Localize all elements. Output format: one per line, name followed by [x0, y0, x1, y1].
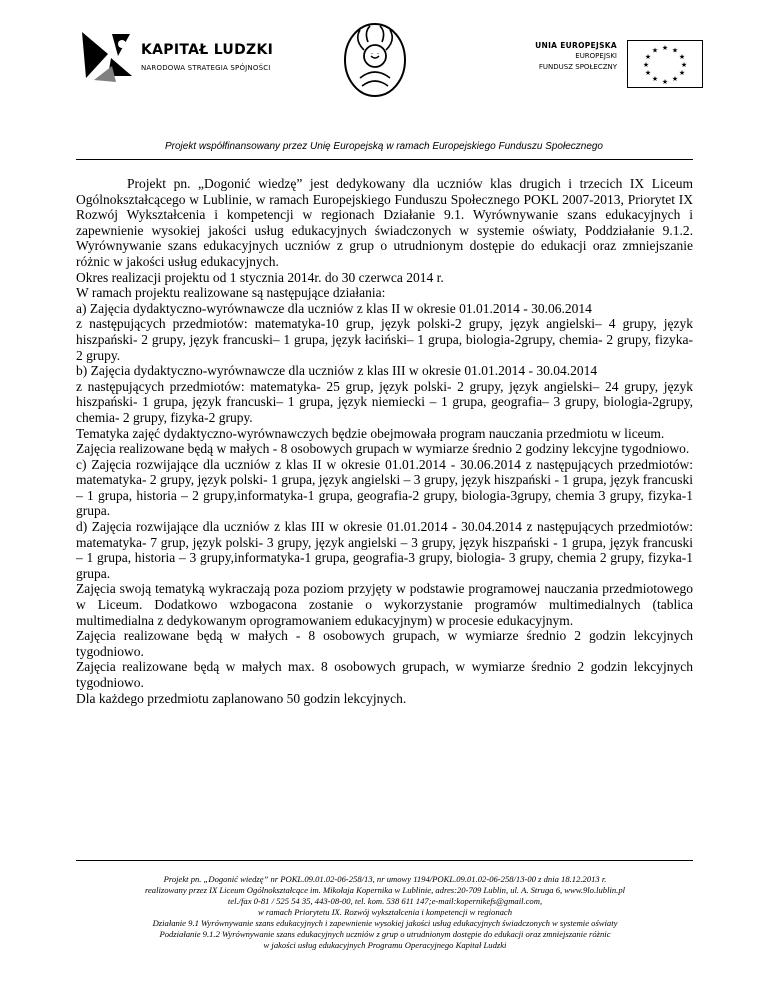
kapital-ludzki-logo [78, 24, 274, 88]
kapital-ludzki-title: KAPITAŁ LUDZKI [141, 42, 274, 58]
svg-text:★: ★ [678, 69, 686, 77]
footer-line: Projekt pn. „Dogonić wiedzę” nr POKL.09.01.02-06-258/13, nr umowy 1194/POKL.09.01.02-06-258/13-00 z dnia 18.12.2013 r. [163, 874, 607, 884]
eu-flag-icon [627, 40, 703, 88]
paragraph-c: c) Zajęcia rozwijające dla uczniów z klas II w okresie 01.01.2014 - 30.06.2014 z następujących przedmiotów: matematyka- 2 grupy, język polski- 1 grupa, język angielski – 3 grupy, język hiszpański - 1 grupa, język francuski – 1 grupa, historia – 2 grupy,informatyka-1 grupa, geografia-2 grupy, biologia-3grupy, chemia 3 grupy, fizyka-1 grupa. [76, 456, 693, 519]
svg-text:★: ★ [661, 44, 669, 52]
svg-text:★: ★ [680, 61, 688, 69]
svg-text:★: ★ [651, 46, 659, 55]
svg-text:★: ★ [644, 69, 652, 77]
eu-logo-line1: UNIA EUROPEJSKA [535, 41, 617, 50]
footer-line: realizowany przez IX Liceum Ogólnokształcące im. Mikołaja Kopernika w Lublinie, adres:20-709 Lublin, ul. A. Struga 6, www.9lo.lublin.pl [144, 885, 626, 895]
svg-text:★: ★ [671, 46, 679, 55]
eu-logo-text [535, 40, 617, 73]
footer-line: tel./fax 0-81 / 525 54 35, 443-08-00, tel. kom. 538 611 147;e-mail:kopernikefs@gmail.com, [227, 896, 543, 906]
kapital-ludzki-subtitle: NARODOWA STRATEGIA SPÓJNOŚCI [141, 64, 271, 72]
svg-text:★: ★ [661, 78, 669, 86]
eu-logo [523, 40, 703, 90]
document-body [76, 176, 693, 706]
paragraph-hours: Dla każdego przedmiotu zaplanowano 50 godzin lekcyjnych. [76, 690, 407, 706]
footer-line: Podziałanie 9.1.2 Wyrównywanie szans edukacyjnych uczniów z grup o utrudnionym dostępie do edukacji oraz zmniejszanie różnic [159, 929, 611, 939]
paragraph-a-heading: a) Zajęcia dydaktyczno-wyrównawcze dla uczniów z klas II w okresie 01.01.2014 - 30.06.2014 [76, 300, 592, 316]
footer [60, 874, 710, 951]
eu-logo-line2: EUROPEJSKI [575, 52, 617, 60]
paragraph-b-subjects: z następujących przedmiotów: matematyka- 25 grup, język polski- 2 grupy, język angielski– 24 grupy, język hiszpański- 1 grupa, język francuski– 1 grupa, język niemiecki – 1 grupa, geografia– 3 grupy, biologia-2grupy, chemia- 2 grupy, fizyka-2 grupy. [76, 378, 693, 425]
paragraph-period: Okres realizacji projektu od 1 stycznia 2014r. do 30 czerwca 2014 r. [76, 269, 444, 285]
paragraph-group-size-3: Zajęcia realizowane będą w małych max. 8 osobowych grupach, w wymiarze średnio 2 godzin lekcyjnych tygodniowo. [76, 659, 693, 690]
footer-line: w jakości usług edukacyjnych Programu Operacyjnego Kapitał Ludzki [263, 940, 507, 950]
kapital-ludzki-emblem-icon [78, 26, 136, 84]
paragraph-a-subjects: z następujących przedmiotów: matematyka-10 grup, język polski-2 grupy, język angielski– 4 grupy, język hiszpański- 2 grupy, język francuski– 1 grupa, język łaciński– 1 grupa, biologia-2grupy, chemia- 2 grupy, fizyka- 2 grupy. [76, 316, 693, 363]
cofinancing-note: Projekt współfinansowany przez Unię Europejską w ramach Europejskiego Funduszu Społecznego [164, 141, 603, 152]
footer-line: Działanie 9.1 Wyrównywanie szans edukacyjnych i zapewnienie wysokiej jakości usług edukacyjnych świadczonych w systemie oświaty [152, 918, 618, 928]
paragraph-group-size-1: Zajęcia realizowane będą w małych - 8 osobowych grupach w wymiarze średnio 2 godziny lekcyjne tygodniowo. [76, 441, 690, 457]
svg-text:★: ★ [651, 75, 659, 83]
paragraph-group-size-2: Zajęcia realizowane będą w małych - 8 osobowych grupach, w wymiarze średnio 2 godzin lekcyjnych tygodniowo. [76, 628, 693, 659]
paragraph-topics: Tematyka zajęć dydaktyczno-wyrównawczych będzie obejmowała program nauczania przedmiotu w liceum. [76, 425, 665, 441]
eu-logo-line3: FUNDUSZ SPOŁECZNY [538, 63, 617, 71]
svg-text:★: ★ [671, 75, 679, 83]
svg-text:★: ★ [642, 61, 650, 69]
footer-divider [76, 860, 693, 861]
paragraph-activities-intro: W ramach projektu realizowane są następujące działania: [76, 285, 386, 301]
svg-text:★: ★ [644, 53, 652, 61]
medallion-emblem-icon [340, 20, 410, 100]
paragraph-scope: Zajęcia swoją tematyką wykraczają poza poziom przyjęty w podstawie programowej nauczania przedmiotowego w Liceum. Dodatkowo wzbogacona zostanie o wykorzystanie programów multimedialnych (tablica multimedialna z dedykowanym oprogramowaniem edukacyjnym) w procesie edukacyjnym. [76, 581, 693, 628]
footer-line: w ramach Priorytetu IX. Rozwój wykształcenia i kompetencji w regionach [257, 907, 513, 917]
paragraph-intro: Projekt pn. „Dogonić wiedzę” jest dedykowany dla uczniów klas drugich i trzecich IX Liceum Ogólnokształcącego w Lublinie, w ramach Europejskiego Funduszu Społecznego POKL 2007-2013, Priorytet IX Rozwój Wykształcenia i kompetencji w regionach Działanie 9.1. Wyrównywanie szans edukacyjnych i zapewnienie wysokiej jakości usług edukacyjnych świadczonych w systemie oświaty, Poddziałanie 9.1.2. Wyrównywanie szans edukacyjnych uczniów z grup o utrudnionym dostępie do edukacji oraz zmniejszanie różnic w jakości usług edukacyjnych. [76, 176, 693, 269]
paragraph-d: d) Zajęcia rozwijające dla uczniów z klas III w okresie 01.01.2014 - 30.04.2014 z następujących przedmiotów: matematyka- 7 grup, język polski- 3 grupy, język angielski – 3 grupy, język hiszpański - 1 grupa, język francuski – 1 grupa, historia – 3 grupy,informatyka-1 grupa, geografia-3 grupy, biologia- 3 grupy, chemia 2 grupy, fizyka-1 grupa. [76, 519, 693, 581]
paragraph-b-heading: b) Zajęcia dydaktyczno-wyrównawcze dla uczniów z klas III w okresie 01.01.2014 - 30.04.2014 [76, 363, 598, 379]
svg-text:★: ★ [678, 53, 686, 61]
header-divider [76, 159, 693, 160]
